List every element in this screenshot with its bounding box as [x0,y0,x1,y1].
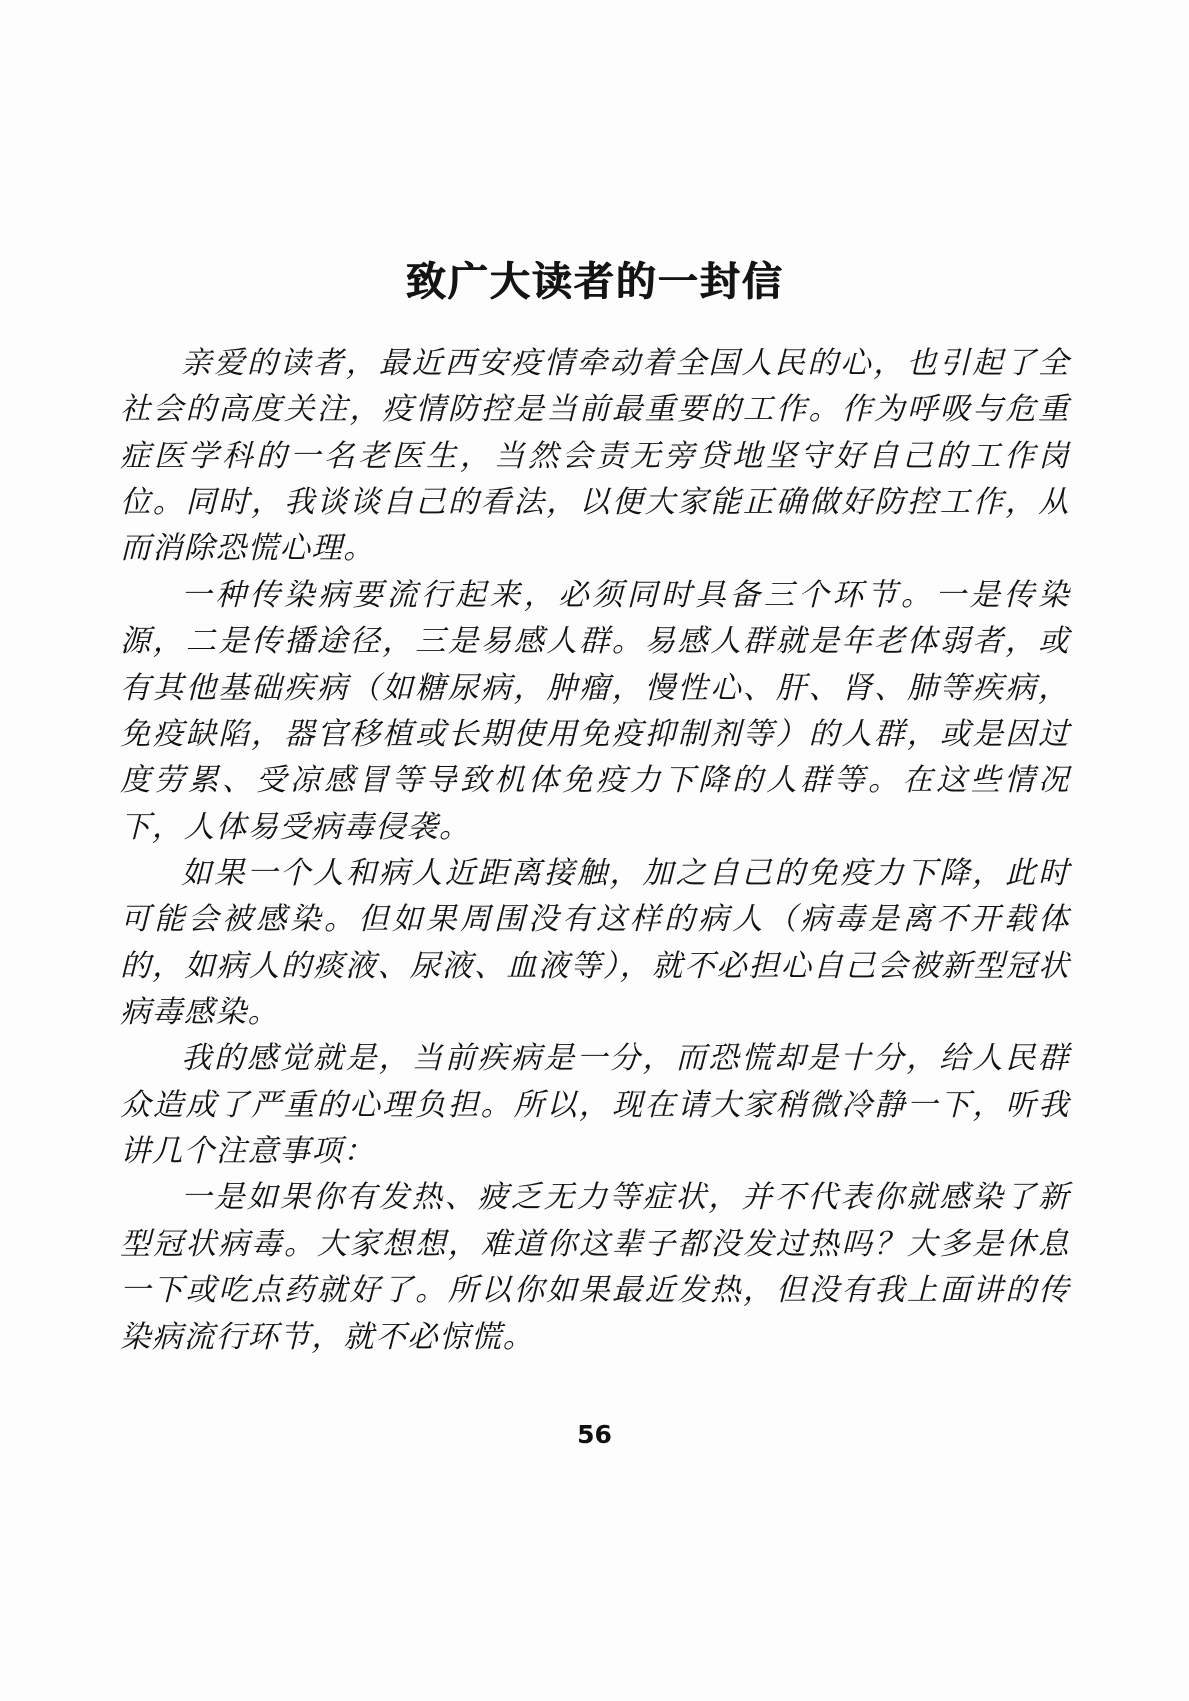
paragraph-4: 我的感觉就是，当前疾病是一分，而恐慌却是十分，给人民群众造成了严重的心理负担。所以，现在请大家稍微冷静一下，听我讲几个注意事项： [120,1041,1070,1170]
page-title: 致广大读者的一封信 [406,259,784,305]
page-number: 56 [577,1420,612,1449]
paragraph-5: 一是如果你有发热、疲乏无力等症状，并不代表你就感染了新型冠状病毒。大家想想，难道你这辈子都没发过热吗？大多是休息一下或吃点药就好了。所以你如果最近发热，但没有我上面讲的传染病流行环节，就不必惊慌。 [120,1180,1070,1355]
paragraph-3: 如果一个人和病人近距离接触，加之自己的免疫力下降，此时可能会被感染。但如果周围没有这样的病人（病毒是离不开载体的，如病人的痰液、尿液、血液等），就不必担心自己会被新型冠状病毒感染。 [120,855,1070,1031]
article-body [120,341,1070,1361]
paragraph-1: 亲爱的读者，最近西安疫情牵动着全国人民的心，也引起了全社会的高度关注，疫情防控是当前最重要的工作。作为呼吸与危重症医学科的一名老医生，当然会责无旁贷地坚守好自己的工作岗位。同时，我谈谈自己的看法，以便大家能正确做好防控工作，从而消除恐慌心理。 [120,346,1070,567]
paragraph-2: 一种传染病要流行起来，必须同时具备三个环节。一是传染源，二是传播途径，三是易感人群。易感人群就是年老体弱者，或有其他基础疾病（如糖尿病，肿瘤，慢性心、肝、肾、肺等疾病，免疫缺陷，器官移植或长期使用免疫抑制剂等）的人群，或是因过度劳累、受凉感冒等导致机体免疫力下降的人群等。在这些情况下，人体易受病毒侵袭。 [120,577,1070,845]
page-content [120,250,1070,1361]
